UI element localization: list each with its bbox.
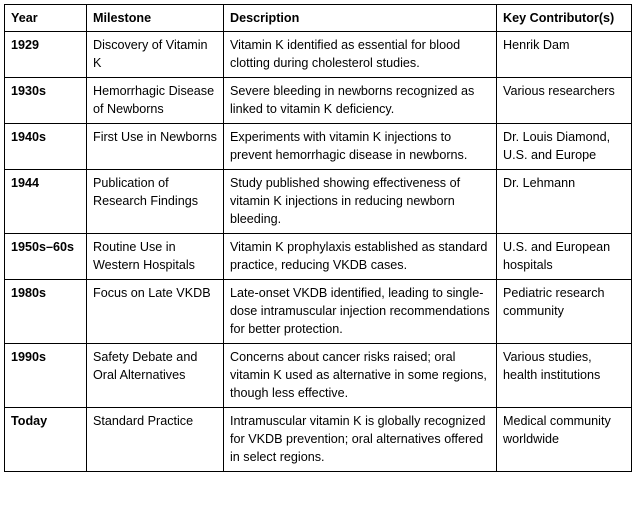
year-cell: 1950s–60s	[5, 234, 87, 280]
description-cell: Experiments with vitamin K injections to prevent hemorrhagic disease in newborns.	[224, 124, 497, 170]
milestone-cell: Discovery of Vitamin K	[87, 32, 224, 78]
description-cell: Vitamin K prophylaxis established as standard practice, reducing VKDB cases.	[224, 234, 497, 280]
milestone-cell: Standard Practice	[87, 408, 224, 472]
milestone-cell: Safety Debate and Oral Alternatives	[87, 344, 224, 408]
contributor-cell: Pediatric research community	[497, 280, 632, 344]
milestone-cell: First Use in Newborns	[87, 124, 224, 170]
milestone-cell: Routine Use in Western Hospitals	[87, 234, 224, 280]
milestone-cell: Hemorrhagic Disease of Newborns	[87, 78, 224, 124]
contributor-cell: Dr. Louis Diamond, U.S. and Europe	[497, 124, 632, 170]
year-cell: 1980s	[5, 280, 87, 344]
header-year: Year	[5, 5, 87, 32]
description-cell: Severe bleeding in newborns recognized as linked to vitamin K deficiency.	[224, 78, 497, 124]
table-header-row	[5, 5, 632, 32]
contributor-cell: Henrik Dam	[497, 32, 632, 78]
description-cell: Vitamin K identified as essential for blood clotting during cholesterol studies.	[224, 32, 497, 78]
year-cell: 1930s	[5, 78, 87, 124]
year-cell: 1990s	[5, 344, 87, 408]
year-cell: 1929	[5, 32, 87, 78]
table-row	[5, 344, 632, 408]
table-row	[5, 124, 632, 170]
table-row	[5, 78, 632, 124]
header-description: Description	[224, 5, 497, 32]
header-contributor: Key Contributor(s)	[497, 5, 632, 32]
year-cell: 1940s	[5, 124, 87, 170]
milestone-cell: Publication of Research Findings	[87, 170, 224, 234]
milestone-cell: Focus on Late VKDB	[87, 280, 224, 344]
description-cell: Late-onset VKDB identified, leading to single-dose intramuscular injection recommendations for better protection.	[224, 280, 497, 344]
table-row	[5, 32, 632, 78]
contributor-cell: Medical community worldwide	[497, 408, 632, 472]
vitamin-k-timeline-table	[4, 4, 632, 472]
table-row	[5, 408, 632, 472]
contributor-cell: Various studies, health institutions	[497, 344, 632, 408]
year-cell: Today	[5, 408, 87, 472]
table-row	[5, 234, 632, 280]
contributor-cell: U.S. and European hospitals	[497, 234, 632, 280]
description-cell: Intramuscular vitamin K is globally recognized for VKDB prevention; oral alternatives offered in select regions.	[224, 408, 497, 472]
year-cell: 1944	[5, 170, 87, 234]
contributor-cell: Various researchers	[497, 78, 632, 124]
contributor-cell: Dr. Lehmann	[497, 170, 632, 234]
header-milestone: Milestone	[87, 5, 224, 32]
table-row	[5, 280, 632, 344]
description-cell: Concerns about cancer risks raised; oral vitamin K used as alternative in some regions, though less effective.	[224, 344, 497, 408]
description-cell: Study published showing effectiveness of vitamin K injections in reducing newborn bleeding.	[224, 170, 497, 234]
table-row	[5, 170, 632, 234]
